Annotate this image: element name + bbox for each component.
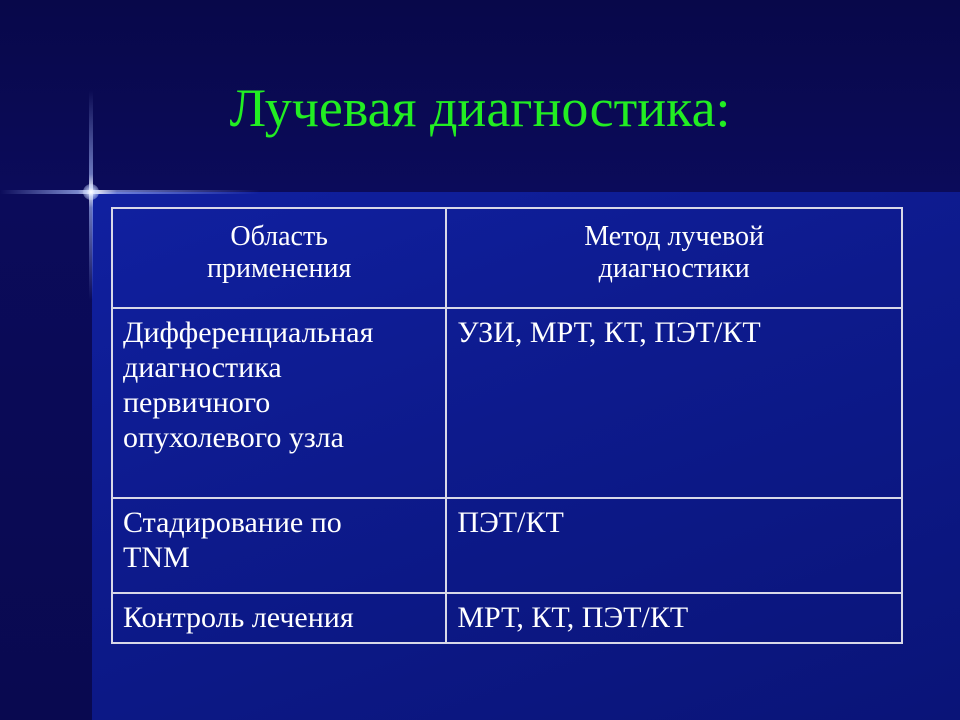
cell-area-text: Стадирование по TNM [123, 506, 342, 574]
light-flare-icon [83, 184, 99, 200]
cell-method [446, 308, 902, 498]
cell-area-text: Контроль лечения [123, 601, 354, 634]
cell-area [112, 498, 446, 593]
header-method [446, 208, 902, 308]
cell-method-text: УЗИ, МРТ, КТ, ПЭТ/КТ [457, 316, 761, 349]
cell-area [112, 593, 446, 643]
header-area [112, 208, 446, 308]
slide-title [0, 76, 960, 140]
diagnostics-table [111, 207, 903, 644]
header-area-text: Область применения [206, 221, 352, 284]
cell-method [446, 498, 902, 593]
table-row [112, 593, 902, 643]
table-row [112, 498, 902, 593]
cell-area-text: Дифференциальная диагностика первичного опухолевого узла [123, 316, 374, 454]
light-flare-horizontal [0, 190, 260, 194]
table-row [112, 308, 902, 498]
header-method-text: Метод лучевой диагностики [584, 221, 765, 284]
cell-area [112, 308, 446, 498]
slide-background-left [0, 192, 92, 720]
cell-method-text: МРТ, КТ, ПЭТ/КТ [457, 601, 689, 634]
table-header-row [112, 208, 902, 308]
cell-method-text: ПЭТ/КТ [457, 506, 564, 539]
cell-method [446, 593, 902, 643]
slide-title-text: Лучевая диагностика: [229, 78, 731, 138]
